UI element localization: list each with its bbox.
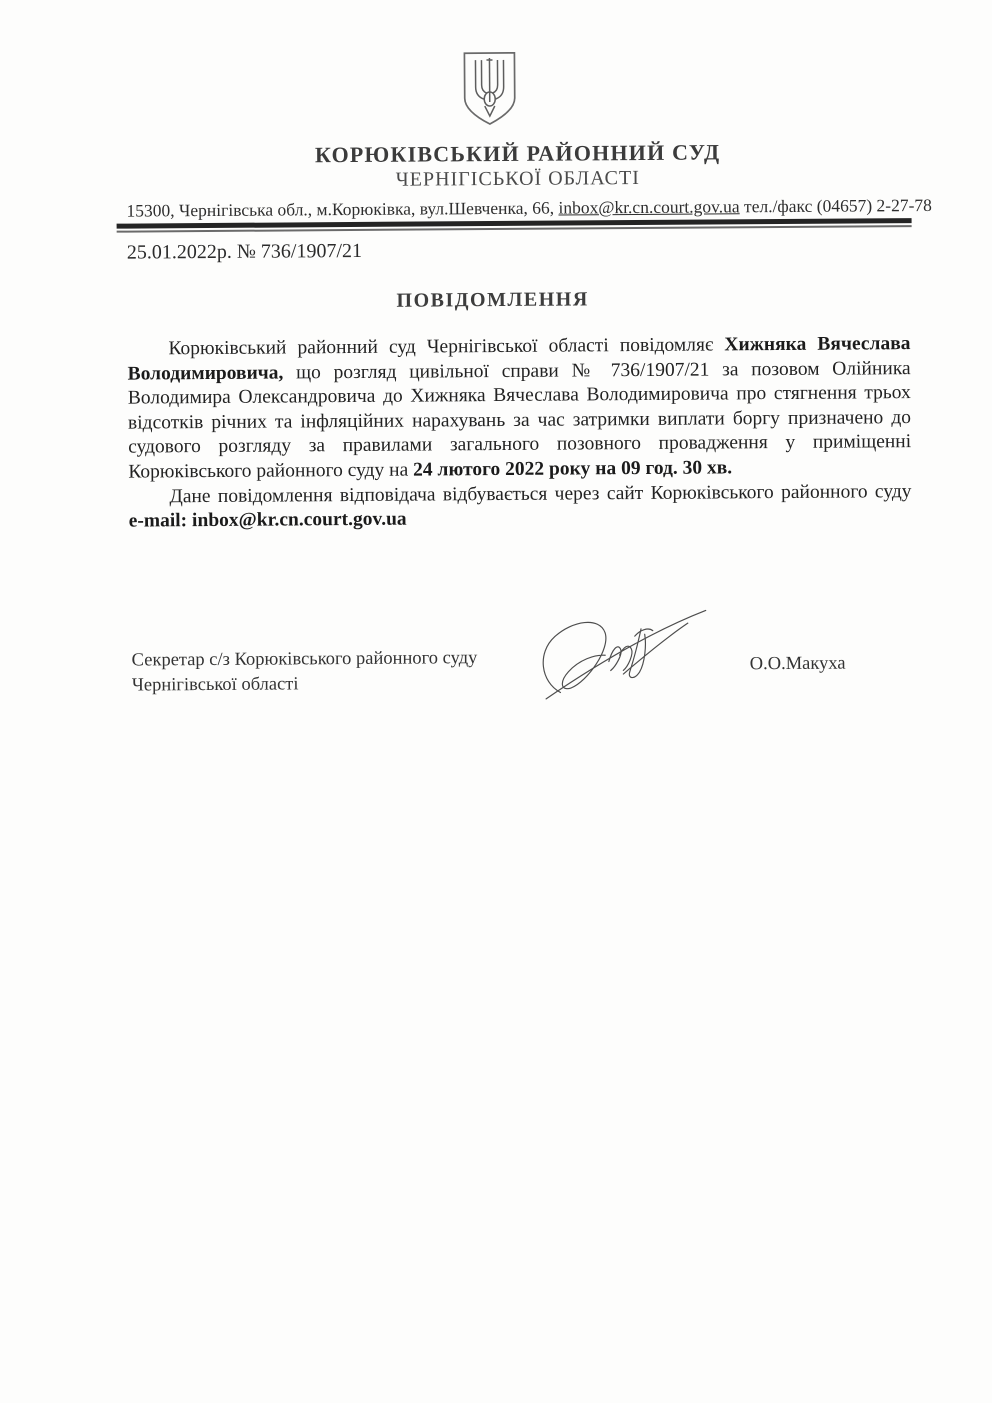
court-region: ЧЕРНІГІСЬКОЇ ОБЛАСТІ bbox=[395, 166, 640, 191]
document-header bbox=[125, 0, 932, 265]
address-text: 15300, Чернігівська обл., м.Корюківка, вул.Шевченка, 66, bbox=[126, 197, 559, 221]
hearing-datetime-bold: 24 лютого 2022 року на 09 год. 30 хв. bbox=[413, 457, 733, 481]
notification-text-1: Корюківський районний суд Чернігівської області повідомляє bbox=[168, 334, 725, 360]
respondent-name-bold: Хижняка Вячеслава Володимировича, bbox=[127, 333, 911, 385]
signature-block bbox=[129, 617, 913, 762]
signer-role-line2: Чернігівської області bbox=[131, 674, 299, 696]
ukraine-trident-emblem-icon bbox=[457, 50, 522, 128]
court-address-line bbox=[126, 194, 932, 221]
phone-fax-text: тел./факс (04657) 2-27-78 bbox=[739, 194, 932, 217]
signer-name: О.О.Макуха bbox=[749, 653, 846, 674]
court-name: КОРЮКІВСЬКИЙ РАЙОННИЙ СУД bbox=[314, 139, 721, 168]
date-and-case-reference: 25.01.2022р. № 736/1907/21 bbox=[126, 239, 363, 264]
paragraph-delivery bbox=[128, 480, 911, 535]
signer-role-line1: Секретар с/з Корюківського районного суду bbox=[131, 647, 478, 671]
paragraph-notification bbox=[127, 332, 911, 485]
handwritten-signature bbox=[529, 604, 710, 705]
document-title: ПОВІДОМЛЕННЯ bbox=[396, 288, 589, 312]
court-email-text: inbox@kr.cn.court.gov.ua bbox=[558, 196, 740, 218]
document-body bbox=[127, 332, 911, 534]
notification-text-2: що розгляд цивільної справи № 736/1907/21 за позовом Олійника Володимира Олександровича до Хижняка Вячеслава Володимировича про стягнення трьох відсотків річних та інфляційних нарахувань за час затримки виплати боргу призначено до судового розгляду за правилами загального позовного провадження у приміщенні Корюківського районного суду на bbox=[127, 357, 912, 483]
court-email-bold: e-mail: inbox@kr.cn.court.gov.ua bbox=[128, 508, 407, 532]
signer-role bbox=[132, 646, 478, 698]
delivery-text: Дане повідомлення відповідача відбувається через сайт Корюківського районного суду bbox=[169, 480, 912, 507]
